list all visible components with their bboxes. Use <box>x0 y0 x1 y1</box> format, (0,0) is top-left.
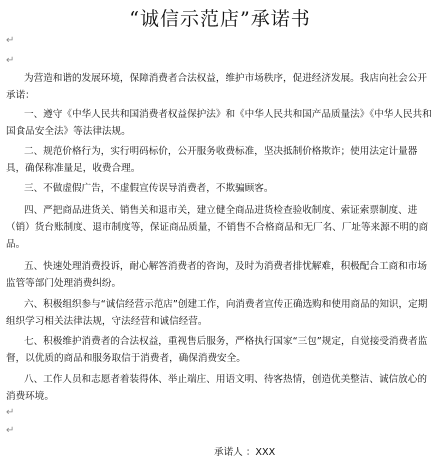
paragraph-mark: ↵ <box>6 407 15 418</box>
clause-7: 七、积极维护消费者的合法权益，重视售后服务，严格执行国家“三包”规定，自觉接受消费者监督，以优质的商品和服务取信于消费者，确保消费安全。 <box>6 336 428 364</box>
clause-6: 六、积极组织参与“诚信经营示范店”创建工作，向消费者宣传正确选购和使用商品的知识，定期组织学习相关法律法规，守法经营和诚信经营。 <box>6 299 428 327</box>
clause-5: 五、快速处理消费投诉，耐心解答消费者的咨询，及时为消费者排忧解难，积极配合工商和市场监管等部门处理消费纠纷。 <box>6 261 427 289</box>
paragraph-mark: ↵ <box>6 55 15 66</box>
signature-line: 承诺人 ：XXX <box>214 447 276 458</box>
document-title: “诚信示范店”承诺书 <box>129 8 311 30</box>
paragraph-mark: ↵ <box>6 35 15 46</box>
paragraph-mark: ↵ <box>6 425 15 436</box>
clause-3: 三、不做虚假广告，不虚假宣传误导消费者，不欺骗顾客。 <box>24 183 274 194</box>
clause-8: 八、工作人员和志愿者着装得体、举止端庄、用语文明、待客热情，创造优美整洁、诚信放心的消费环境。 <box>6 374 427 402</box>
clause-2: 二、规范价格行为，实行明码标价，公开服务收费标准，坚决抵制价格欺诈；使用法定计量器具，确保称准量足，收费合理。 <box>6 146 418 174</box>
clause-1: 一、遵守《中华人民共和国消费者权益保护法》和《中华人民共和国产品质量法》《中华人民共和国食品安全法》等法律法规。 <box>6 109 432 137</box>
intro-paragraph: 为营造和谐的发展环境，保障消费者合法权益，维护市场秩序，促进经济发展。我店向社会公开承诺： <box>6 73 427 101</box>
clause-4: 四、严把商品进货关、销售关和退市关，建立健全商品进货检查验收制度、索证索票制度、进（销）货台账制度、退市制度等，保证商品质量，不销售不合格商品和无厂名、厂址等来源不明的商品。 <box>6 205 429 250</box>
